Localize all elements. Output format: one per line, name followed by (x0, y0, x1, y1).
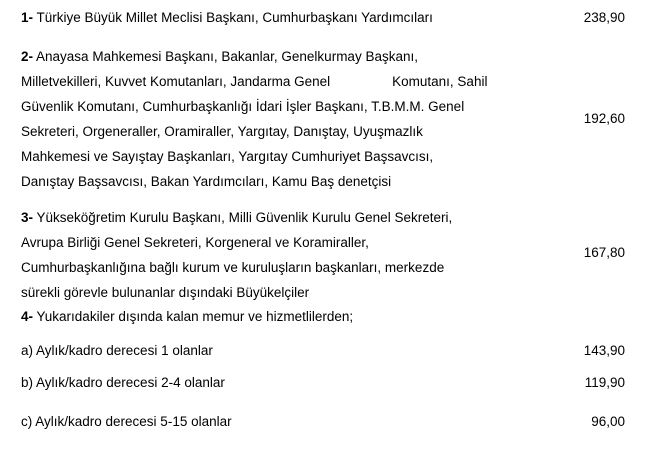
row-amount: 238,90 (583, 10, 625, 25)
row-text (21, 144, 543, 169)
row-text (21, 44, 543, 69)
row-text (21, 255, 543, 280)
row-line: Sekreteri, Orgeneraller, Oramiraller, Yargıtay, Danıştay, Uyuşmazlık (21, 124, 423, 139)
table-row (21, 409, 543, 434)
row-line: Avrupa Birliği Genel Sekreteri, Korgeneral ve Koramiraller, (21, 235, 369, 250)
row-line: sürekli görevle bulunanlar dışındaki Büyükelçiler (21, 285, 310, 300)
row-amount: 167,80 (583, 245, 625, 260)
row-label: b) Aylık/kadro derecesi 2-4 olanlar (21, 375, 225, 390)
table-row (21, 5, 543, 30)
row-text (21, 94, 543, 119)
row-text (21, 69, 543, 94)
row-text (21, 205, 543, 230)
row-label: Türkiye Büyük Millet Meclisi Başkanı, Cumhurbaşkanı Yardımcıları (36, 10, 433, 25)
row-text (21, 5, 543, 30)
row-amount: 143,90 (583, 343, 625, 358)
row-amount: 119,90 (584, 375, 625, 390)
row-label: c) Aylık/kadro derecesi 5-15 olanlar (21, 414, 232, 429)
row-text (21, 304, 543, 329)
row-number: 1- (21, 10, 34, 25)
row-line: Yükseköğretim Kurulu Başkanı, Milli Güvenlik Kurulu Genel Sekreteri, (36, 210, 453, 225)
table-row (21, 44, 543, 194)
row-line: Milletvekilleri, Kuvvet Komutanları, Jandarma Genel (21, 74, 331, 89)
row-text (21, 230, 543, 255)
row-label: Yukarıdakiler dışında kalan memur ve hizmetlilerden; (36, 309, 354, 324)
table-row (21, 304, 543, 329)
row-text (21, 119, 543, 144)
row-line: Mahkemesi ve Sayıştay Başkanları, Yargıtay Cumhuriyet Başsavcısı, (21, 149, 434, 164)
row-amount: 96,00 (591, 414, 625, 429)
row-line: Güvenlik Komutanı, Cumhurbaşkanlığı İdari İşler Başkanı, T.B.M.M. Genel (21, 99, 465, 114)
row-number: 4- (21, 309, 34, 324)
row-number: 3- (21, 210, 34, 225)
row-label: a) Aylık/kadro derecesi 1 olanlar (21, 343, 213, 358)
row-amount: 192,60 (583, 111, 625, 126)
row-text (21, 280, 543, 305)
table-row (21, 370, 543, 395)
table-row (21, 338, 543, 363)
row-line: Cumhurbaşkanlığına bağlı kurum ve kuruluşların başkanları, merkezde (21, 260, 445, 275)
row-text (21, 169, 543, 194)
table-row (21, 205, 543, 305)
row-number: 2- (21, 49, 34, 64)
row-line: Anayasa Mahkemesi Başkanı, Bakanlar, Genelkurmay Başkanı, (36, 49, 418, 64)
row-line: Danıştay Başsavcısı, Bakan Yardımcıları, Kamu Baş denetçisi (21, 174, 392, 189)
row-line: Komutanı, Sahil (392, 74, 488, 89)
